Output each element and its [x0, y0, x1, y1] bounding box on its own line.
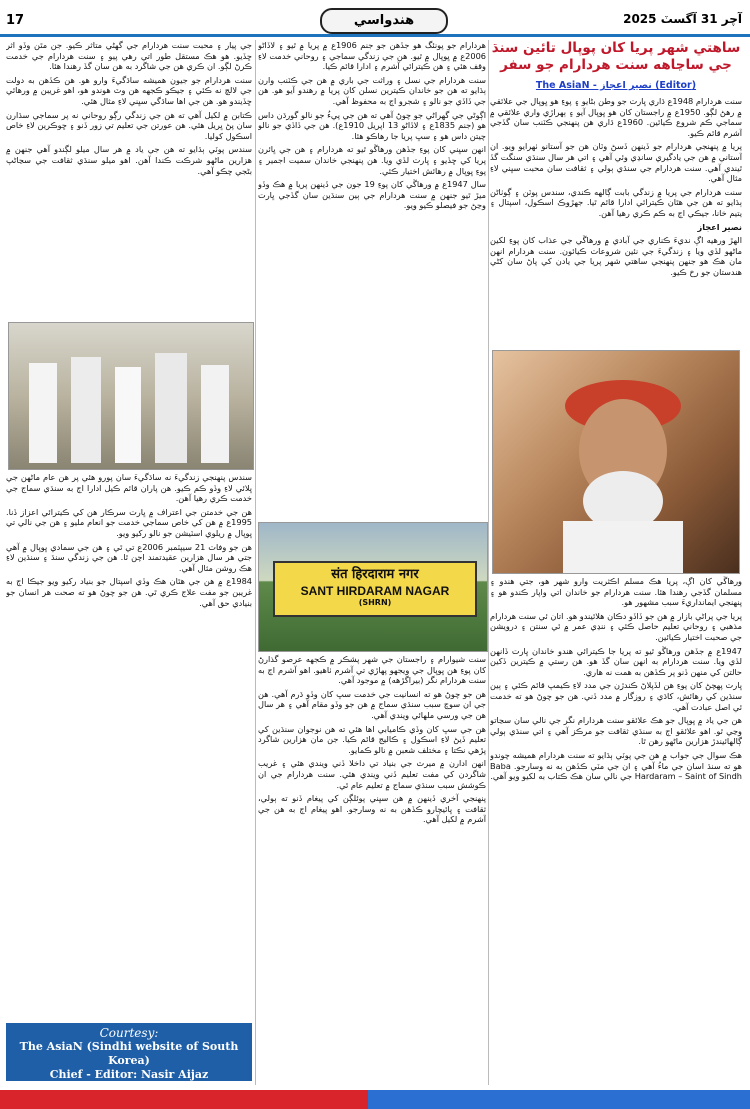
person-shape	[71, 357, 101, 463]
paragraph: سندس پنهنجي زندگيءَ نه ساڌگيءَ سان پورو هئي پر هن عام ماڻهن جي ڀلائي لاءِ وڏو ڪم ڪيو. هن پاران قائم ڪيل ادارا اڄ به سنڌي سماج جي خدمت ڪري رهيا آهن.	[6, 472, 252, 504]
sign-code: (SHRN)	[358, 598, 392, 607]
column-2-bottom	[258, 654, 486, 1086]
article-byline: (Editor) نصير اعجاز - The AsiaN	[535, 80, 697, 91]
column-2-top	[258, 40, 486, 518]
paragraph: 1947ع ۾ جڏهن ورهاڱو ٿيو ته پريا جا ڪيترائي هندو خاندان ڀارت ڏانهن لڏي ويا. سنت هردارام به انهن سان گڏ هو. هن رستي ۾ ڪيترين ڏکين حالتن کي منهن ڏنو پر ڪڏهن به همت نه هاري.	[490, 645, 742, 677]
gathering-illustration	[9, 323, 253, 469]
courtesy-box	[6, 1023, 252, 1081]
paragraph: هن جو وفات 21 سيپٽمبر 2006ع تي ٿي ۽ هن جي سمادي ڀوپال ۾ آهي جتي هر سال هزارين عقيدتمند اچن ٿا. هن جي زندگي سنڌ ۽ سنڌين لاءِ هڪ روشن مثال آهي.	[6, 541, 252, 573]
paragraph: هن جي ياد ۾ ڀوپال جو هڪ علائقو سنت هردارام نگر جي نالي سان سڃاتو وڃي ٿو. اهو علائقو اڄ به سنڌي ثقافت جو مرڪز آهي ۽ اتي سنڌي ٻولي ڳالهائيندڙ هزارين ماڻهو رهن ٿا.	[490, 715, 742, 747]
courtesy-title: Courtesy:	[99, 1026, 159, 1040]
paragraph: سال 1947ع ۾ ورهاڱي کان پوءِ 19 جون جي ڏينهن پريا ۾ هڪ وڏو ميڙ ٿيو جنهن ۾ سنت هردارام جي ٻين سنڌين سان گڏجي ڀارت وڃڻ جو فيصلو ڪيو ويو.	[258, 179, 486, 211]
station-sign-photo	[258, 522, 488, 652]
column-1-bottom	[490, 576, 742, 1086]
paragraph: الهڙ ورهيه اڳ نديءَ ڪناري جي آبادي ۾ ورهاڱي جي عذاب کان پوءِ لکين ماڻهو لڏي ويا ۽ زندگيءَ جي نئين شروعات ڪيائون. سنت هردارام انهن مان هڪ هو جنهن پنهنجي ساهتي شهر پريا جي يادن کي پاڻ سان کڻي هندستان جو رخ ڪيو.	[490, 235, 742, 277]
column-3-top	[6, 40, 252, 318]
column-divider	[488, 40, 489, 1085]
paragraph: 1984ع ۾ هن جي هٿان هڪ وڏي اسپتال جو بنياد رکيو ويو جيڪا اڄ به غريبن جو مفت علاج ڪري ٿي. هن جو چوڻ هو ته صحت هر انسان جو بنيادي حق آهي.	[6, 576, 252, 608]
portrait-illustration	[493, 351, 739, 573]
column-divider	[255, 40, 256, 1085]
gathering-photo	[8, 322, 254, 470]
shirt-shape	[563, 521, 683, 573]
footer-bar-red	[0, 1090, 368, 1109]
person-shape	[201, 365, 229, 463]
paragraph: هڪ سوال جي جواب ۾ هن جي پوٽي ٻڌايو ته سنت هردارام هميشه چوندو هو ته سنڌ اسان جي ماءُ آهي ۽ ان جي مٽي ڪڏهن به نه وسارجو. Baba Hardaram – Saint of Sindh جي نالي سان هڪ ڪتاب به لکيو ويو آهي.	[490, 749, 742, 782]
paragraph: سنت هردارام جي نسل ۽ وراثت جي باري ۾ هن جي ڪٽنب وارن ٻڌايو ته هن جو خاندان ڪيترين نسلن کان پريا ۾ رهندو آيو هو. هن جي ڏاڏي جو نالو ۽ شجرو اڄ به محفوظ آهي.	[258, 74, 486, 106]
paragraph: ڪتابن ۾ لکيل آهي ته هن جي زندگي رڳو روحاني نه پر سماجي سڌارن سان پڻ ڀريل هئي. هن عورتن جي تعليم تي زور ڏنو ۽ ڇوڪرين لاءِ خاص اسڪول کوليا.	[6, 109, 252, 141]
paragraph: سنت شيوارام ۽ راجستان جي شهر پشڪر ۾ ڪجهه عرصو گذارڻ کان پوءِ هن ڀوپال جي ويجهو پهاڙي تي آشرم ٺاهيو. اهو آشرم اڄ به سنت هردارام نگر (بيراگڙهه) ۾ موجود آهي.	[258, 654, 486, 686]
masthead-logo: هندواسي	[320, 8, 448, 34]
header-rule	[0, 34, 750, 37]
person-shape	[155, 353, 187, 463]
courtesy-source: The AsiaN (Sindhi website of South Korea)	[19, 1040, 239, 1067]
courtesy-editor: Chief - Editor: Nasir Aijaz	[49, 1068, 209, 1081]
paragraph: انهن ادارن ۾ ميرٽ جي بنياد تي داخلا ڏني ويندي هئي ۽ غريب شاگردن کي مفت تعليم ڏني ويندي هئي. سنت هردارام جي ان ڪوشش سبب سنڌي سماج ۾ تعليم عام ٿي.	[258, 758, 486, 790]
station-signboard	[273, 561, 477, 617]
paragraph: هن جو چوڻ هو ته انسانيت جي خدمت سڀ کان وڏو ڌرم آهي. هن جي ان سوچ سبب سنڌي سماج ۾ هن جو وڏو مقام آهي ۽ هر سال هن جي ورسي ملهائي ويندي آهي.	[258, 688, 486, 720]
paragraph: سنت هردارام جو جيون هميشه ساڌگيءَ وارو هو. هن ڪڏهن به دولت جي لالچ نه ڪئي ۽ جيڪو ڪجهه هن وٽ هوندو هو، اهو غريبن ۾ ورهائي ڇڏيندو هو. هن جي اها ساڌگي سڀني لاءِ مثال هئي.	[6, 74, 252, 106]
sign-english: SANT HIRDARAM NAGAR	[300, 584, 450, 598]
paragraph: ڀارت پهچڻ کان پوءِ هن لڏپلاڻ ڪندڙن جي مدد لاءِ ڪيمپ قائم ڪئي ۽ ٻين سنڌين کي رهائش، کاڌي ۽ روزگار ۾ مدد ڏني. هن جو چوڻ هو ته خدمت ئي اصل عبادت آهي.	[490, 680, 742, 712]
paragraph: پريا جي پراڻي بازار ۾ هن جو ڏاڏو دڪان هلائيندو هو. اتان ئي سنت هردارام مذهبي ۽ روحاني تعليم حاصل ڪئي ۽ ننڍي عمر ۾ ئي سنتن ۽ درويشن جي صحبت اختيار ڪيائين.	[490, 610, 742, 642]
paragraph: سنت هردارام 1948ع ڌاري ڀارت جو وطن بڻايو ۽ پوءِ هو ڀوپال جي علائقي ۾ رهڻ لڳو. 1950ع ۾ راجستان کان هو ڀوپال آيو ۽ ٻهراڙي واري علائقي ۾ سماجي ڪم شروع ڪيائين. 1960ع ڌاري هن پنهنجي ڪٽنب سان گڏجي آشرم قائم ڪيو.	[490, 96, 742, 138]
paragraph: هن جي خدمتن جي اعتراف ۾ ڀارت سرڪار هن کي ڪيترائي اعزاز ڏنا. 1995ع ۾ هن کي خاص سماجي خدمت جو انعام مليو ۽ هن جي نالي تي ڀوپال ۾ ريلوي اسٽيشن جو نالو رکيو ويو.	[6, 506, 252, 538]
sign-hindi: संत हिरदाराम नगर	[331, 567, 419, 582]
paragraph-signature: نصير اعجاز	[697, 221, 742, 232]
paragraph: اڳوڻي جي گهراڻي جو چوڻ آهي ته هن جي پيءُ جو نالو گورڌن داس هو (جنم 1835ع ۽ لاڏاڻو 13 اپريل 1910ع). هن جي ڏاڏي جو نالو چيتن داس هو ۽ سڀ پريا جا رهاڪو هئا.	[258, 109, 486, 141]
page-header	[0, 8, 750, 34]
paragraph: انهن سڀني کان پوءِ جڏهن ورهاڱو ٿيو ته هردارام ۽ هن جي ڀائرن پريا کي ڇڏيو ۽ ڀارت لڏي ويا. هن پنهنجي خاندان سميت اجمير ۽ پوءِ ڀوپال ۾ رهائش اختيار ڪئي.	[258, 144, 486, 176]
column-3-bottom	[6, 472, 252, 1020]
paragraph: هردارام جو پونئگ هو جڏهن جو جنم 1906ع ۾ پريا ۾ ٿيو ۽ لاڏاڻو 2006ع ۾ ڀوپال ۾ ٿيو. هن جي زندگي سماجي ۽ روحاني خدمت لاءِ وقف هئي ۽ هن ڪيترائي آشرم ۽ ادارا قائم ڪيا.	[258, 40, 486, 72]
person-shape	[115, 367, 141, 463]
article-headline: ساهتي شهر پريا کان پوپال تائين سنڌ جي ساڃاهه سنت هردارام جو سفر	[491, 40, 741, 73]
person-shape	[29, 363, 57, 463]
saint-portrait-photo	[492, 350, 740, 574]
column-1-top	[490, 96, 742, 348]
paragraph: هن جي سڀ کان وڏي ڪاميابي اها هئي ته هن نوجوان سنڌين کي تعليم ڏيڻ لاءِ اسڪول ۽ ڪاليج قائم ڪيا. جن مان هزارين شاگرد پڙهي نڪتا ۽ مختلف شعبن ۾ نالو ڪمايو.	[258, 723, 486, 755]
issue-date: آچر 31 آگسٽ 2025	[623, 12, 742, 26]
page-number: 17	[6, 13, 25, 28]
paragraph: جي پيار ۽ محبت سنت هردارام جي گهڻي متاثر ڪيو. جن مٿن وڏو اثر ڇڏيو. هو هڪ مستقل طور اتي رهي پيو ۽ سنت هردارام جي خدمت ڪرڻ لڳو. ان ڪري هن جي شاگرد به هن سان گڏ رهندا هئا.	[6, 40, 252, 72]
paragraph: پريا ۾ پنهنجي هردارام جو ڏينهن ڏسڻ وٽان هن جو آستانو ٺهرايو ويو. ان آستاني ۾ هن جي يادگيري سانڍي وئي آهي ۽ اتي هر سال سنڌي سنگت گڏ ٿيندي آهي. سنت هردارام جي سنڌي ٻولي ۽ ثقافت سان محبت سڀني لاءِ مثال آهي.	[490, 141, 742, 184]
paragraph: ورهاڱي کان اڳ، پريا هڪ مسلم اڪثريت وارو شهر هو، جتي هندو ۽ مسلمان گڏجي رهندا هئا. سنت هردارام جو خاندان اتي واپار ڪندو هو ۽ پنهنجي ايمانداريءَ سبب مشهور هو.	[490, 576, 742, 608]
paragraph: سنت هردارام جي پريا ۾ زندگي بابت ڳالهه ڪندي، سندس پوٽن ۽ ڳوٺاڻن ٻڌايو ته هن جي هٿان ڪيترائي ادارا قائم ٿيا. جهڙوڪ اسڪول، اسپتال ۽ يتيم خانا، جيڪي اڄ به ڪم ڪري رهيا آهن.	[490, 186, 742, 218]
footer-bar-blue	[368, 1090, 750, 1109]
paragraph: پنهنجي آخري ڏينهن ۾ هن سڀني پوئلڳن کي پيغام ڏنو ته ٻولي، ثقافت ۽ ڀائيچارو ڪڏهن به نه وسارجو. اهو پيغام اڄ به هن جي آشرم ۾ لکيل آهي.	[258, 793, 486, 825]
paragraph: سندس پوٽي ٻڌايو ته هن جي ياد ۾ هر سال ميلو لڳندو آهي جنهن ۾ هزارين ماڻهو شرڪت ڪندا آهن. اهو ميلو سنڌي ثقافت جي سڃاڻپ بڻجي چڪو آهي.	[6, 144, 252, 176]
